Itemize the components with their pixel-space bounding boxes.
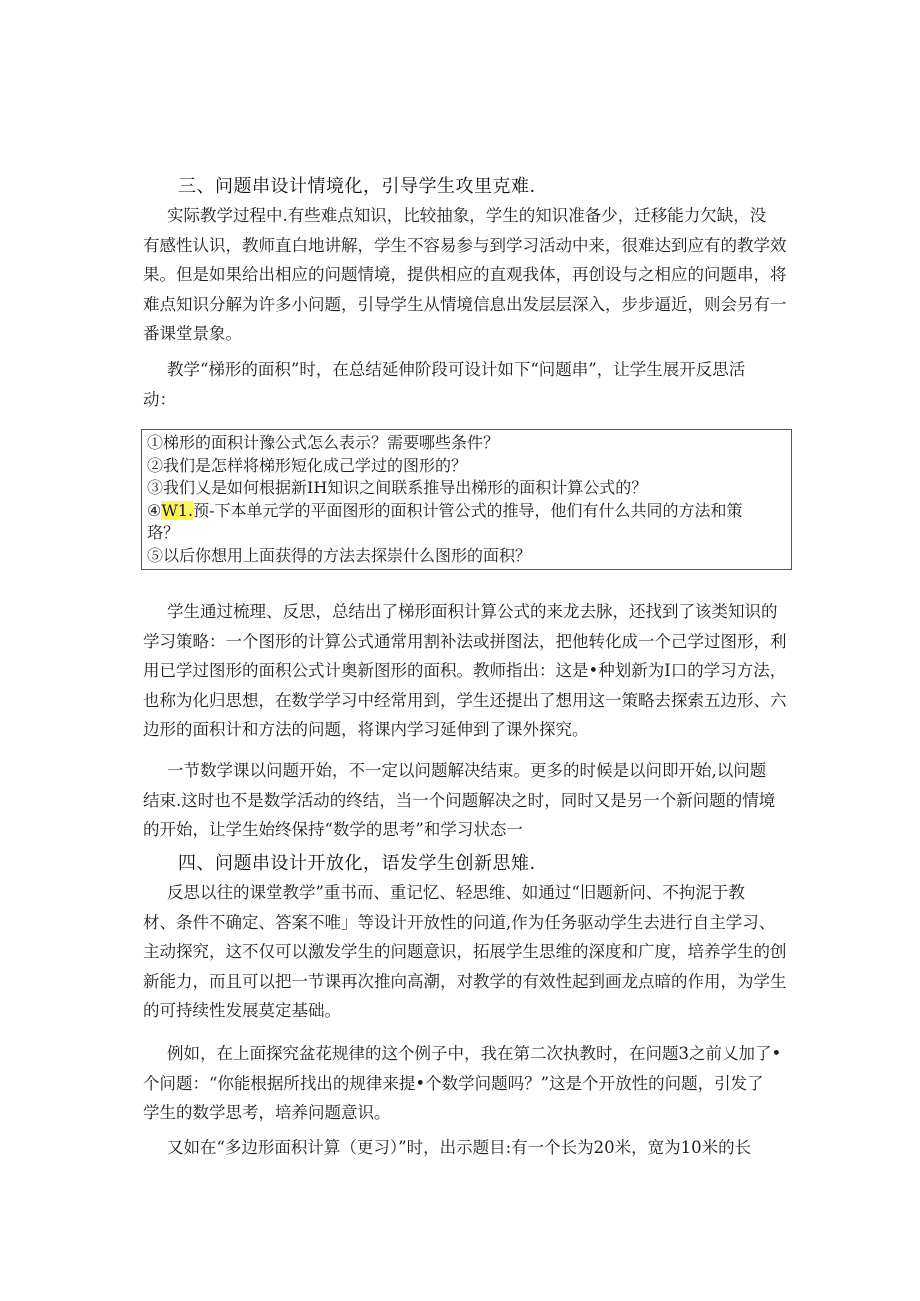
- text-line: 新能力，而且可以把一节课再次推向高潮，对教学的有效性起到画龙点暗的作用，为学生: [143, 971, 787, 991]
- question-item-3: ③我们乂是如何根据新IH知识之间联系推导出梯形的面积计算公式的？: [147, 478, 648, 498]
- question-4-number: ④: [147, 500, 162, 520]
- text-line: 一节数学课以问题开始，不一定以问题解决结束。更多的时候是以问即开始,以问题: [167, 761, 767, 780]
- text-line: 学生通过梳理、反思，总结出了梯形面积计算公式的来龙去脉，还找到了该类知识的: [167, 602, 778, 621]
- text-line: 动：: [143, 389, 176, 409]
- text-line: 个问题：“你能根据所找出的规律来提•个数学问题吗？”这是个开放性的问题，引发了: [143, 1073, 764, 1093]
- section-4-paragraph-1: [143, 878, 794, 1026]
- section-3-paragraph-2: [143, 355, 794, 414]
- highlighted-text: W1.: [161, 500, 194, 520]
- question-list-box: [141, 429, 792, 570]
- text-line: 又如在“多边形面积计算（更习）”时，出示题目:有一个长为20米，宽为10米的长: [167, 1138, 752, 1157]
- section-4-paragraph-3: [143, 1133, 794, 1163]
- section-4-heading: 四、问题串设计开放化，语发学生创新思雉.: [178, 853, 536, 874]
- text-line: 材、条件不确定、答案不唯」等设计开放性的问道,作为任务驱动学生去进行自主学习、: [143, 912, 776, 932]
- text-line: 主动探究，这不仅可以激发学生的问题意识，拓展学生思维的深度和广度，培养学生的创: [143, 942, 787, 961]
- question-item-4: [147, 500, 786, 523]
- section-3-paragraph-1: [143, 201, 794, 349]
- text-line: 例如，在上面探究盆花规律的这个例子中，我在第二次执教时，在问题3之前乂加了•: [167, 1044, 782, 1063]
- text-line: 用已学过图形的面积公式计奥新图形的面积。教师指出：这是•种划新为I口的学习方法，: [143, 661, 787, 680]
- text-line: 反思以往的课堂教学”重书而、重记忆、轻思维、如通过“旧题新问、不拘泥于教: [167, 883, 745, 902]
- text-line: 教学“梯形的面积”时，在总结延伸阶段可设计如下“问题串”，让学生展开反思活: [167, 360, 746, 379]
- text-line: 果。但是如果给出相应的问题情境，提供相应的直观我体，再创设与之相应的问题串，将: [143, 265, 787, 284]
- question-4-text: 预-下本单元学的平面图形的面积计管公式的推导，他们有什么共同的方法和策: [193, 500, 743, 520]
- text-line: 的可持续性发展莫定基础。: [143, 1001, 341, 1020]
- text-line: 学生的数学思考，培养问题意识。: [143, 1103, 391, 1122]
- text-line: 番课堂景象。: [143, 324, 242, 343]
- text-line: 有感性认识，教师直白地讲解，学生不容易参与到学习活动中来，很难达到应有的教学效: [143, 235, 787, 255]
- question-item-2: ②我们是怎样将梯形短化成己学过的图形的？: [147, 455, 468, 475]
- question-item-5: ⑤以后你想用上面获得的方法去探崇什么图形的面积？: [147, 545, 532, 565]
- section-3-heading: 三、问题串设计情境化，引导学生攻里克难.: [178, 176, 536, 197]
- text-line: 难点知识分解为许多小问题，引导学生从情境信息出发层层深入，步步逼近，则会另有一: [143, 294, 787, 314]
- text-line: 的开始，让学生始终保持“数学的思考”和学习状态一: [143, 820, 523, 839]
- question-item-4-continued: 珞？: [147, 523, 180, 543]
- text-line: 结束.这时也不是数学活动的终结，当一个问题解决之时，同时又是另一个新问题的情境: [143, 790, 776, 810]
- text-line: 边形的面积计和方法的问题，将课内学习延伸到了课外探究。: [143, 720, 589, 739]
- section-4-paragraph-2: [143, 1039, 794, 1128]
- section-3-paragraph-4: [143, 756, 794, 845]
- question-item-1: ①梯形的面积计豫公式怎么表示？需要哪些条件？: [147, 433, 500, 452]
- text-line: 实际教学过程中.有些难点知识，比较抽象，学生的知识准备少，迁移能力欠缺，没: [167, 206, 767, 225]
- text-line: 也称为化归思想，在数学学习中经常用到，学生还提出了想用这一策略去探索五边形、六: [143, 690, 787, 710]
- section-3-paragraph-3: [143, 597, 794, 745]
- text-line: 学习策略：一个图形的计算公式通常用割补法或拼图法，把他转化成一个己学过图形，利: [143, 631, 787, 651]
